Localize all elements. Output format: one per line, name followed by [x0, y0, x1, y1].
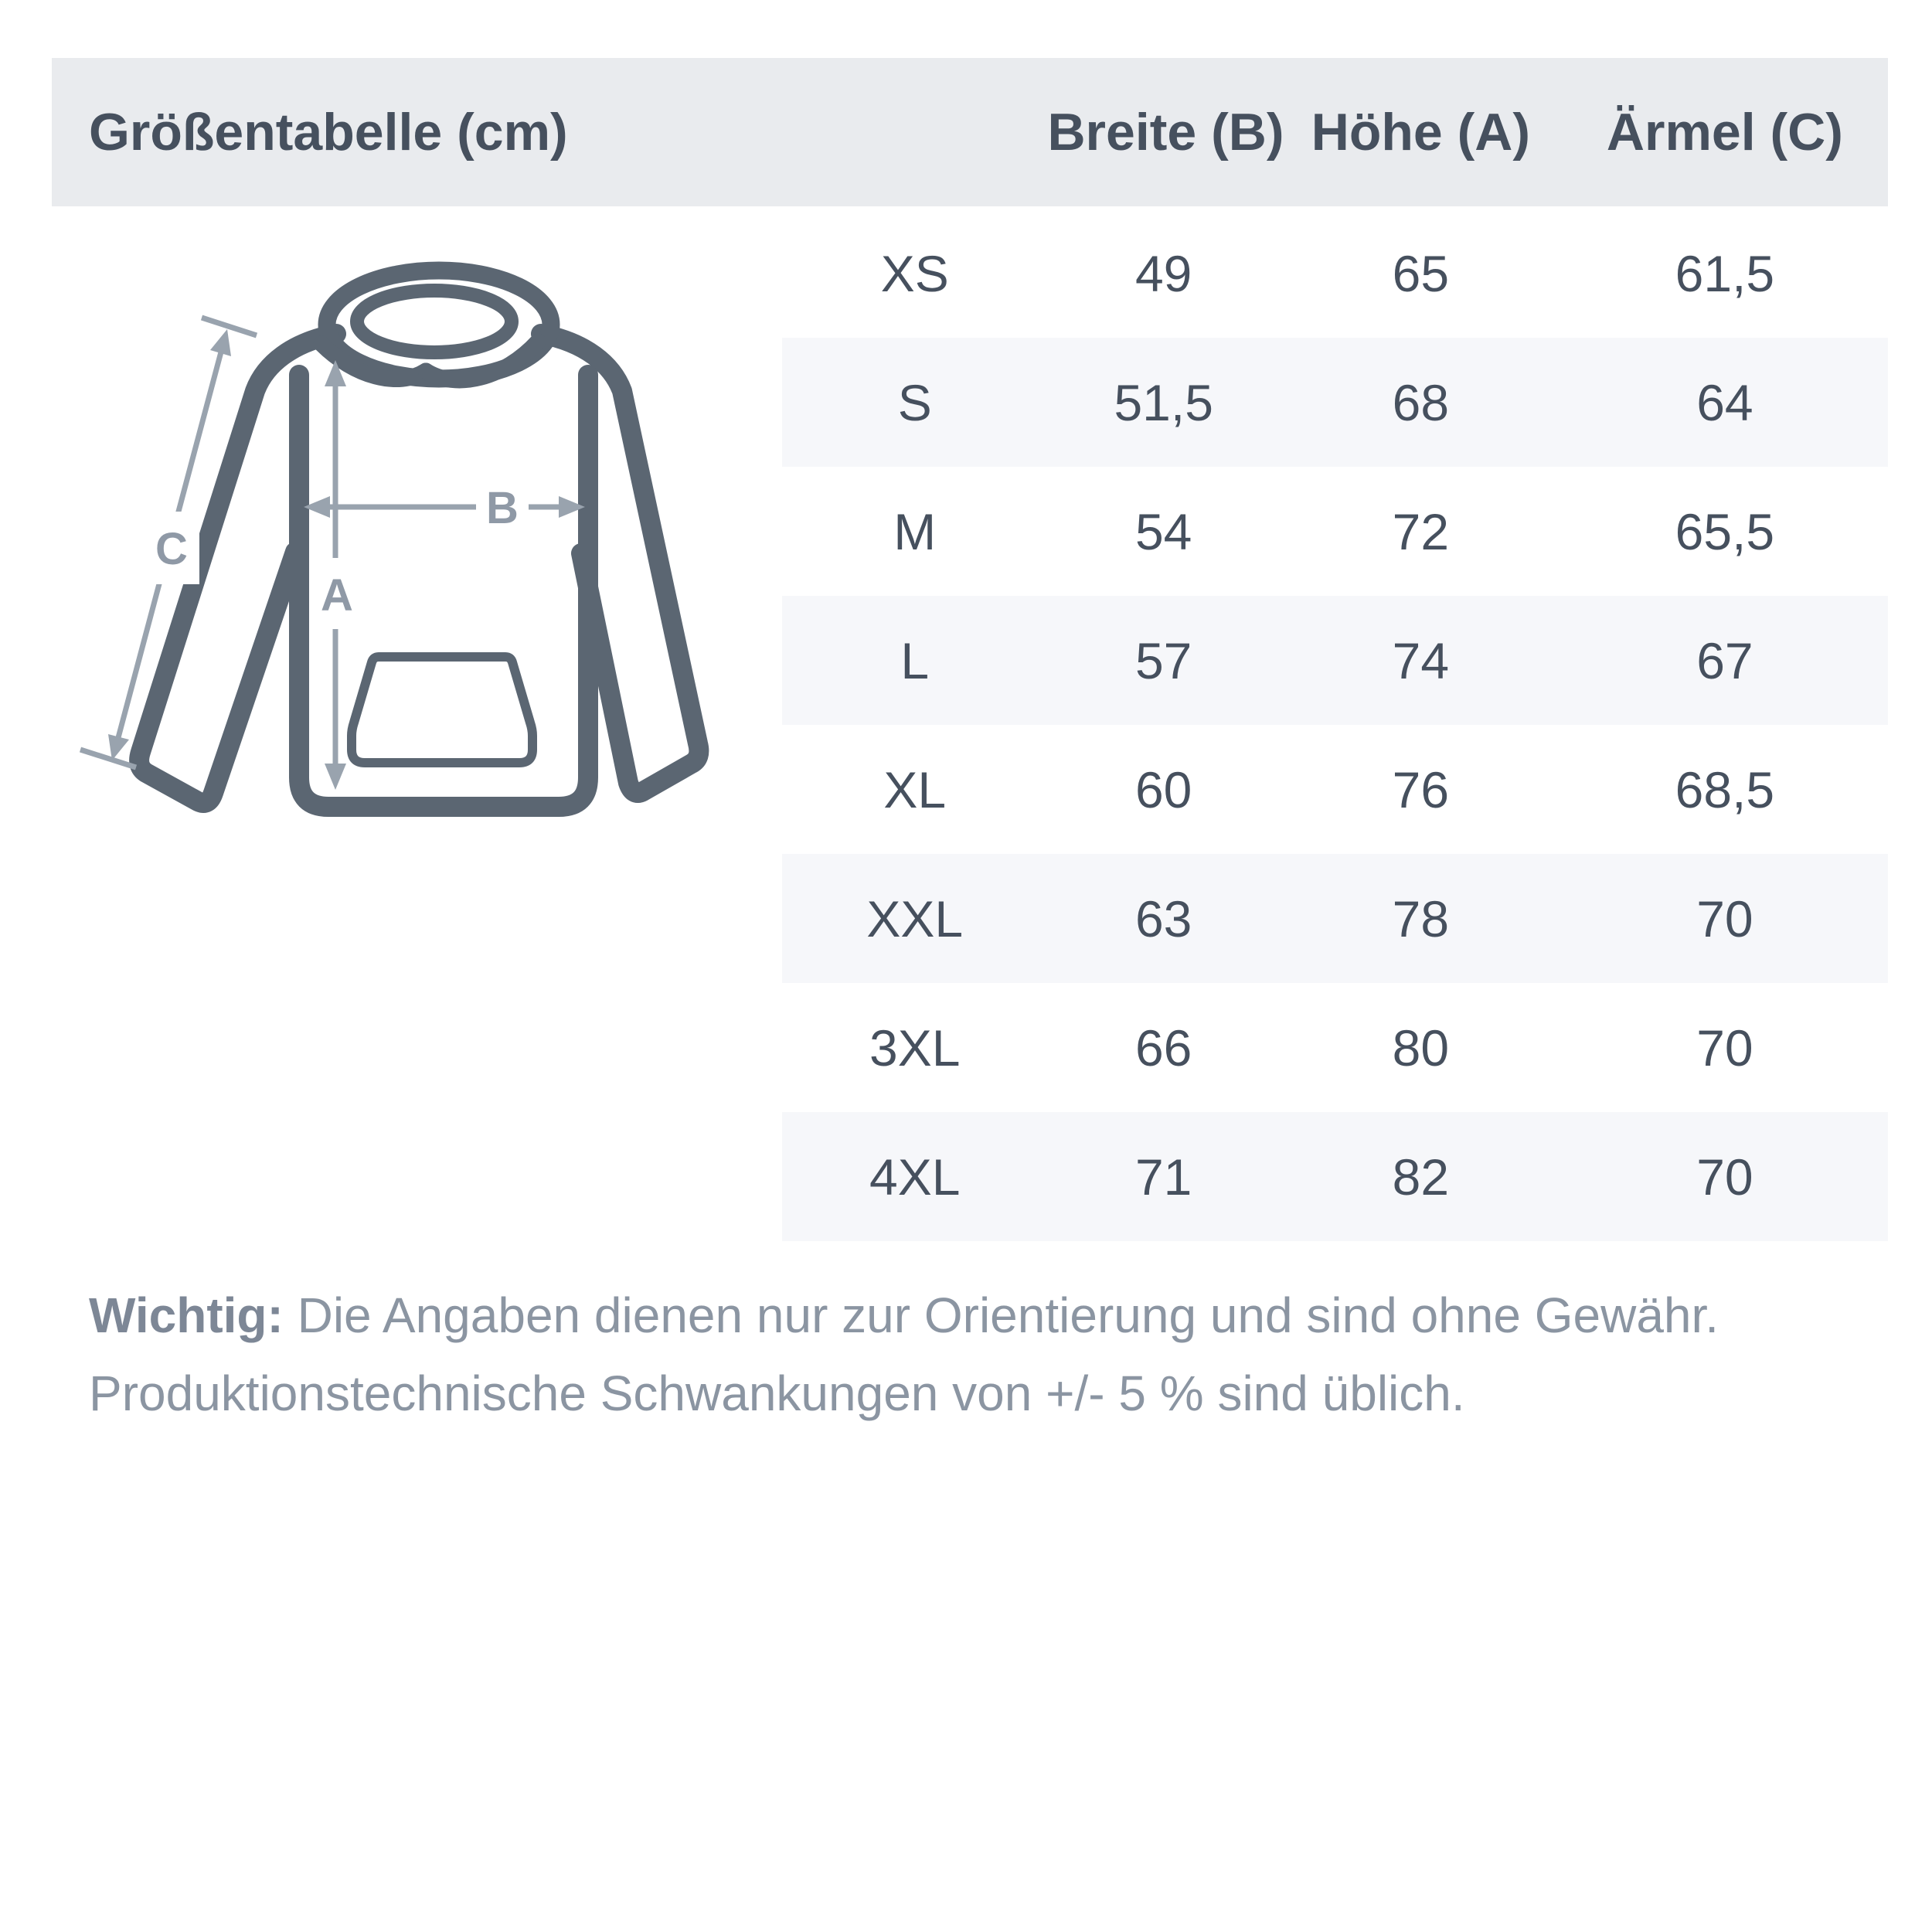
- hoehe-value: 74: [1392, 631, 1450, 689]
- breite-value: 66: [1134, 1019, 1192, 1077]
- column-header-aermel: Ärmel (C): [1606, 103, 1843, 162]
- column-header-hoehe: Höhe (A): [1311, 103, 1531, 162]
- breite-value: 51,5: [1114, 373, 1213, 431]
- column-header-breite: Breite (B): [1047, 103, 1284, 162]
- measure-label-b: B: [486, 483, 519, 533]
- size-label: XXL: [866, 889, 964, 947]
- table-row-l: [782, 596, 1888, 725]
- aermel-value: 64: [1696, 373, 1753, 431]
- size-table: [782, 209, 1888, 1241]
- breite-value: 63: [1134, 889, 1192, 947]
- hoehe-value: 72: [1392, 502, 1450, 560]
- table-row-3xl: [782, 983, 1888, 1112]
- hoehe-value: 65: [1392, 244, 1450, 302]
- table-row-s: [782, 338, 1888, 467]
- disclaimer-line-2: Produktionstechnische Schwankungen von +/- 5 % sind üblich.: [89, 1366, 1465, 1421]
- aermel-value: 65,5: [1675, 502, 1775, 560]
- column-headers: [782, 58, 1888, 206]
- breite-value: 57: [1134, 631, 1192, 689]
- aermel-value: 67: [1696, 631, 1753, 689]
- aermel-value: 70: [1696, 1019, 1753, 1077]
- size-label: M: [893, 502, 937, 560]
- aermel-value: 68,5: [1675, 760, 1775, 818]
- arrowhead-a-down: [325, 764, 346, 790]
- hoodie-pocket: [352, 657, 532, 763]
- disclaimer-line-1-text: Die Angaben dienen nur zur Orientierung und sind ohne Gewähr.: [283, 1287, 1719, 1343]
- table-row-m: [782, 467, 1888, 596]
- size-label: XS: [880, 244, 949, 302]
- size-label: S: [897, 373, 932, 431]
- page-title: Größentabelle (cm): [89, 103, 568, 162]
- table-row-xs: [782, 209, 1888, 338]
- breite-value: 60: [1134, 760, 1192, 818]
- table-row-xl: [782, 725, 1888, 854]
- hoehe-value: 80: [1392, 1019, 1450, 1077]
- hoehe-value: 82: [1392, 1148, 1450, 1206]
- hoehe-value: 76: [1392, 760, 1450, 818]
- arrowhead-c-up: [210, 329, 231, 356]
- breite-value: 49: [1134, 244, 1192, 302]
- hood-inner-ring: [357, 291, 512, 352]
- measure-c-top-tick: [202, 318, 257, 335]
- hoehe-value: 68: [1392, 373, 1450, 431]
- size-label: XL: [883, 760, 947, 818]
- aermel-value: 61,5: [1675, 244, 1775, 302]
- measure-label-c: C: [155, 524, 188, 574]
- hoehe-value: 78: [1392, 889, 1450, 947]
- disclaimer: [89, 1277, 1874, 1433]
- breite-value: 54: [1134, 502, 1192, 560]
- size-label: L: [900, 631, 930, 689]
- hoodie-right-sleeve: [541, 334, 699, 793]
- aermel-value: 70: [1696, 1148, 1753, 1206]
- disclaimer-bold-prefix: Wichtig:: [89, 1287, 284, 1343]
- table-row-xxl: [782, 854, 1888, 983]
- breite-value: 71: [1134, 1148, 1192, 1206]
- disclaimer-line-1: [89, 1277, 1874, 1355]
- size-label: 3XL: [869, 1019, 961, 1077]
- table-row-4xl: [782, 1112, 1888, 1241]
- arrowhead-c-down: [108, 734, 129, 760]
- table-header-bar: [52, 58, 1888, 206]
- measure-c-bottom-tick: [80, 750, 136, 767]
- measure-label-a: A: [321, 570, 353, 621]
- size-label: 4XL: [869, 1148, 961, 1206]
- hoodie-measurement-diagram: [46, 216, 781, 912]
- aermel-value: 70: [1696, 889, 1753, 947]
